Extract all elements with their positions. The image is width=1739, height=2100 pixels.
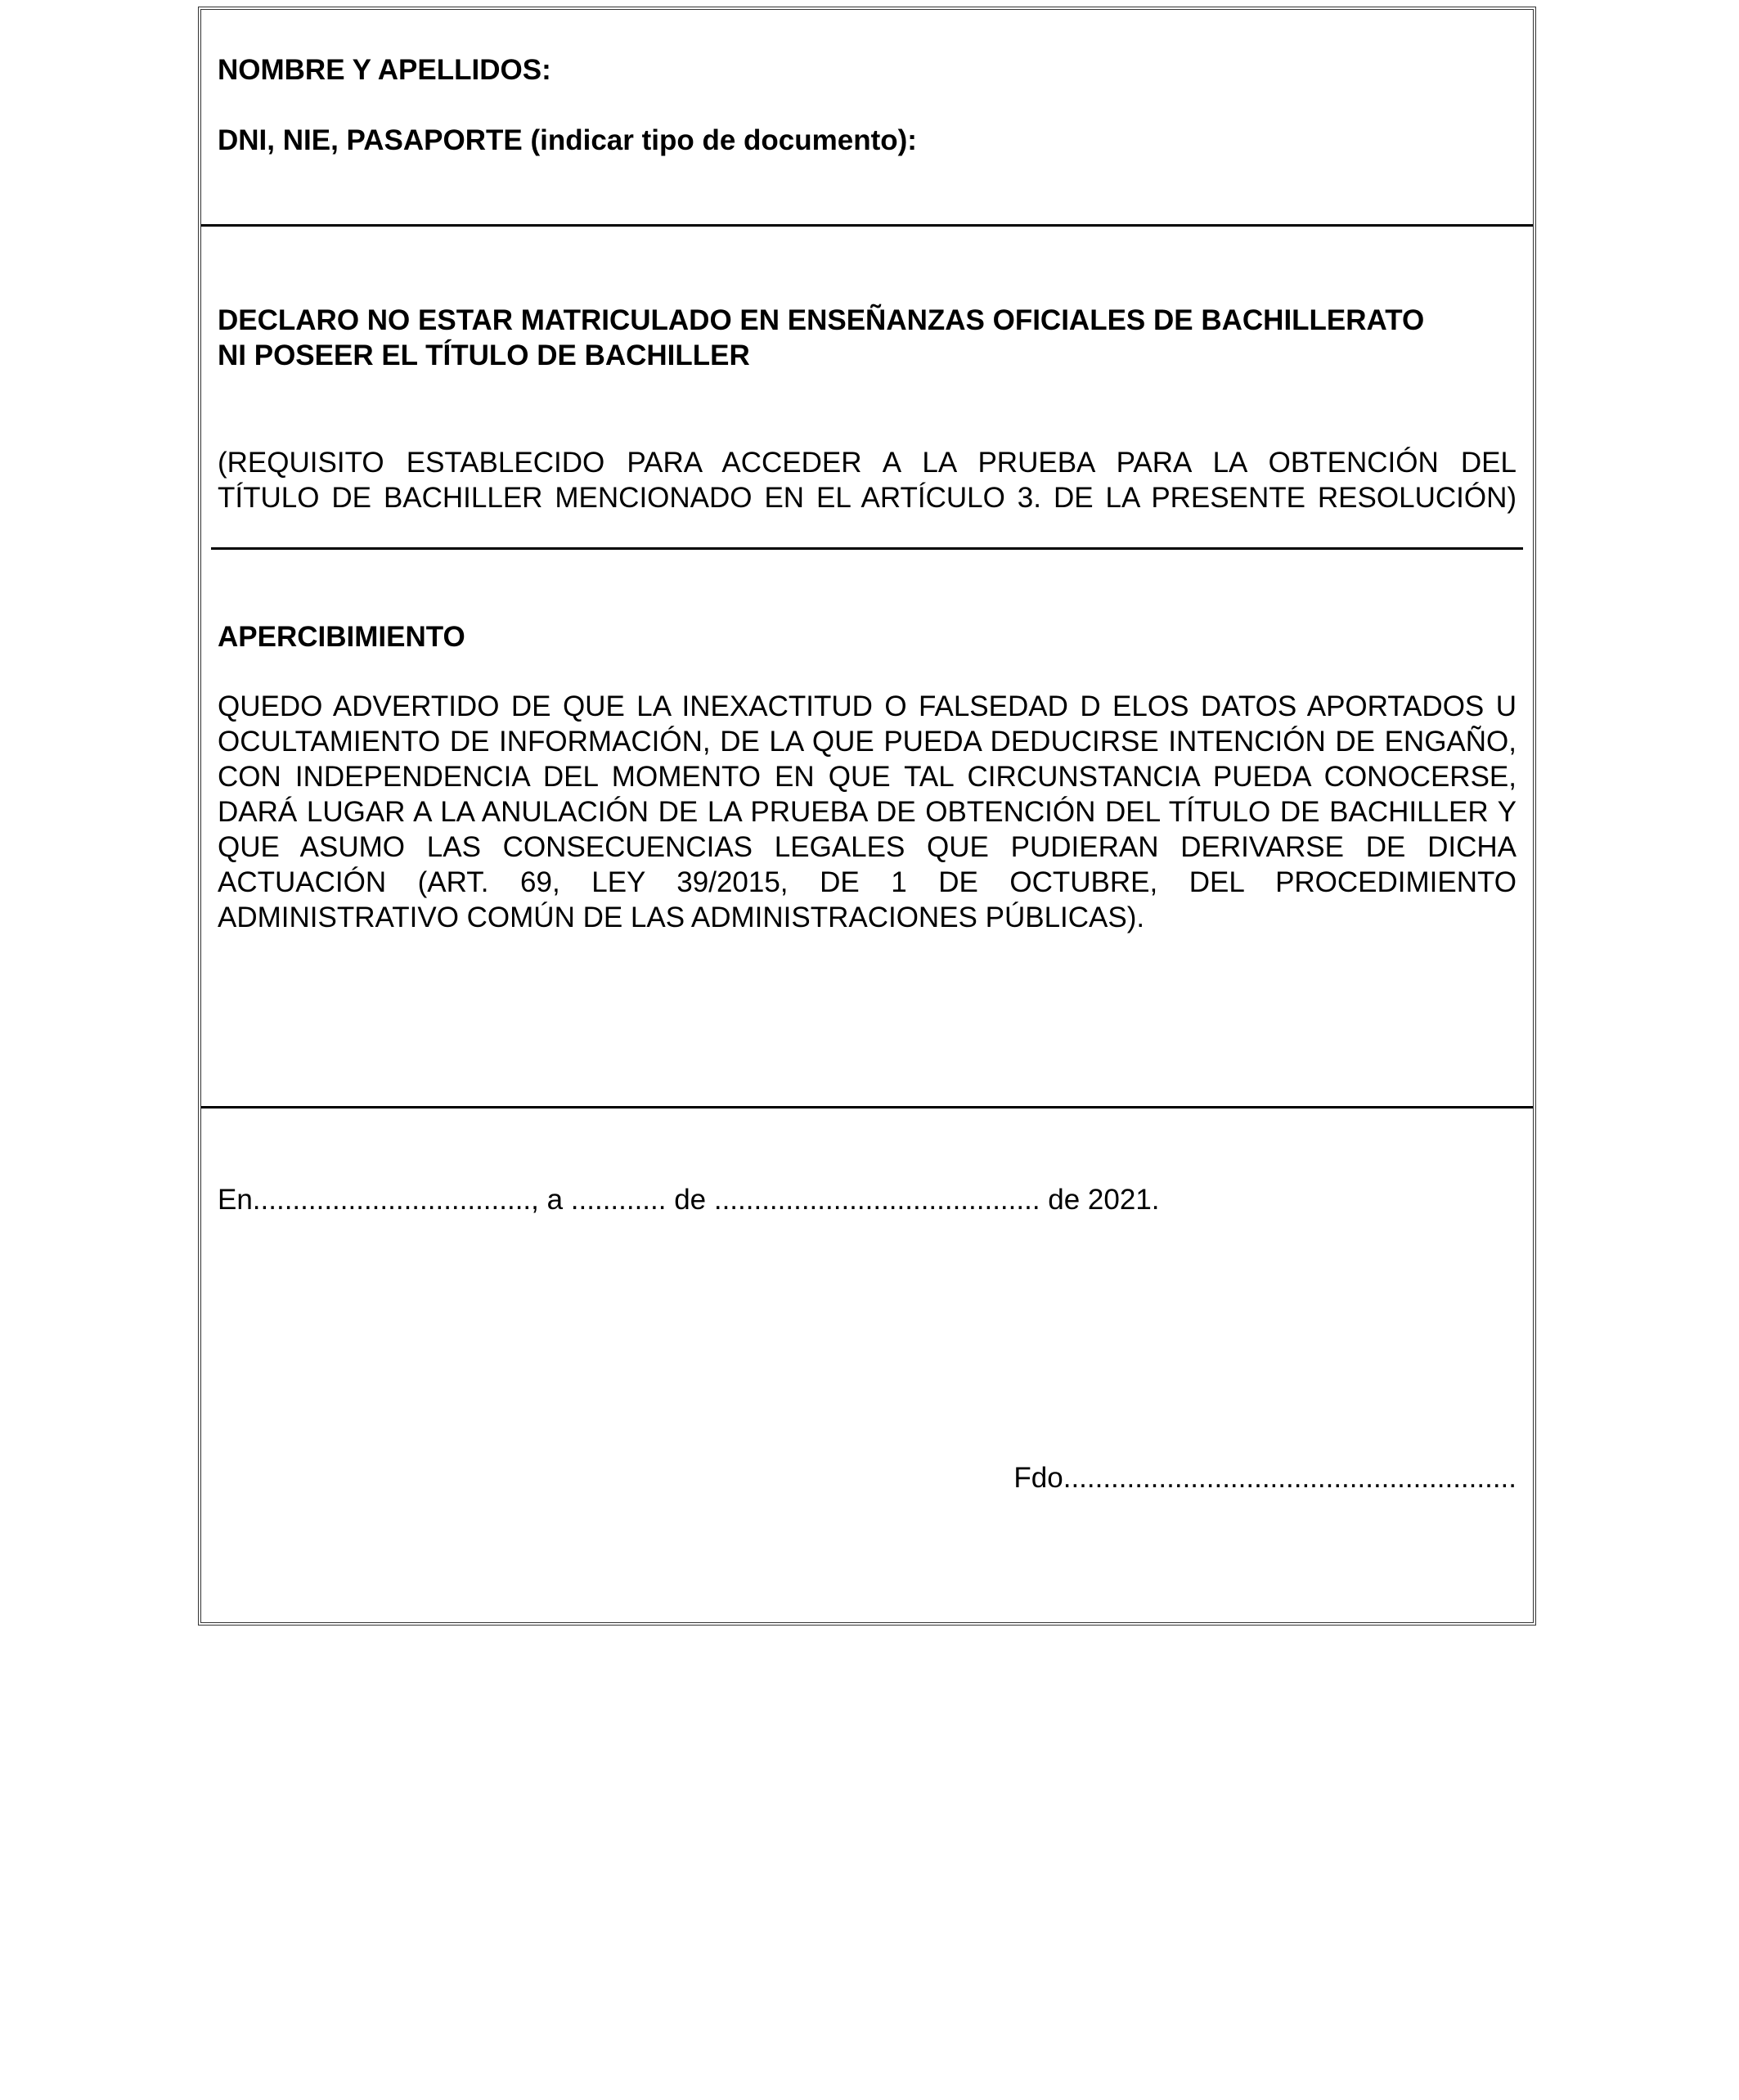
signature-section — [201, 1108, 1533, 1616]
declaration-section — [201, 227, 1533, 547]
signature-line: Fdo......................................................... — [1013, 1462, 1517, 1494]
name-label: NOMBRE Y APELLIDOS: — [218, 54, 551, 86]
identification-section — [201, 10, 1533, 224]
declaration-note-line1: (REQUISITO ESTABLECIDO PARA ACCEDER A LA PRUEBA PARA LA OBTENCIÓN DEL — [218, 447, 1517, 479]
warning-body: QUEDO ADVERTIDO DE QUE LA INEXACTITUD O FALSEDAD D ELOS DATOS APORTADOS U OCULTAMIENTO DE INFORMACIÓN, DE LA QUE PUEDA DEDUCIRSE INTENCIÓN DE ENGAÑO, CON INDEPENDENCIA DEL MOMENTO EN QUE TAL CIRCUNSTANCIA PUEDA CONOCERSE, DARÁ LUGAR A LA ANULACIÓN DE LA PRUEBA DE OBTENCIÓN DEL TÍTULO DE BACHILLER Y QUE ASUMO LAS CONSECUENCIAS LEGALES QUE PUDIERAN DERIVARSE DE DICHA ACTUACIÓN (ART. 69, LEY 39/2015, DE 1 DE OCTUBRE, DEL PROCEDIMIENTO ADMINISTRATIVO COMÚN DE LAS ADMINISTRACIONES PÚBLICAS). — [218, 690, 1517, 933]
declaration-note-line2: TÍTULO DE BACHILLER MENCIONADO EN EL ARTÍCULO 3. DE LA PRESENTE RESOLUCIÓN) — [218, 482, 1517, 514]
declaration-heading-line1: DECLARO NO ESTAR MATRICULADO EN ENSEÑANZAS OFICIALES DE BACHILLERATO — [218, 304, 1425, 336]
warning-section — [201, 550, 1533, 1106]
document-label: DNI, NIE, PASAPORTE (indicar tipo de documento): — [218, 124, 917, 156]
warning-heading: APERCIBIMIENTO — [218, 621, 465, 653]
place-date-line: En..................................., a ............ de ......................................... de 2021. — [218, 1184, 1160, 1216]
declaration-heading-line2: NI POSEER EL TÍTULO DE BACHILLER — [218, 340, 750, 371]
declaration-form — [198, 7, 1536, 1626]
